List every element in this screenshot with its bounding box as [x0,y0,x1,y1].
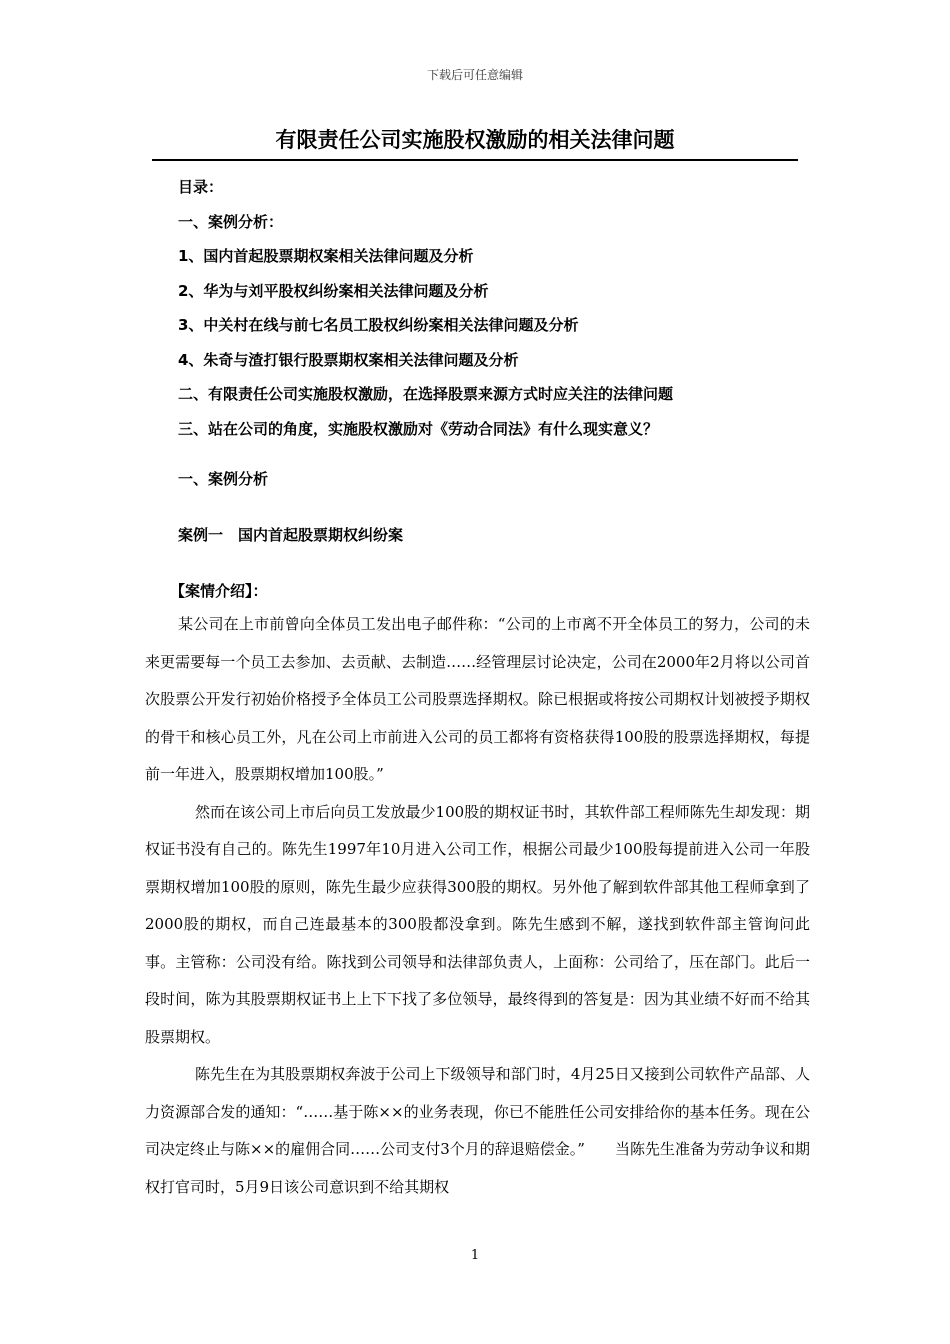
toc-item: 2、华为与刘平股权纠纷案相关法律问题及分析 [178,281,489,300]
toc-item: 1、国内首起股票期权案相关法律问题及分析 [178,247,474,265]
intro-heading: 【案情介绍】： [170,582,268,600]
title-divider [152,159,798,161]
toc-item: 3、中关村在线与前七名员工股权纠纷案相关法律问题及分析 [178,316,579,334]
case-heading: 案例一 国内首起股票期权纠纷案 [178,526,404,544]
page-number: 1 [470,1248,480,1263]
toc-item: 一、案例分析： [178,212,284,231]
paragraph: 然而在该公司上市后向员工发放最少100股的期权证书时，其软件部工程师陈先生却发现：期权证书没有自己的。陈先生1997年10月进入公司工作，根据公司最少100股每提前进入公司一年股票期权增加100股的原则，陈先生最少应获得300股的期权。另外他了解到软件部其他工程师拿到了2000股的期权，而自己连最基本的300股都没拿到。陈先生感到不解，遂找到软件部主管询问此事。主管称：公司没有给。陈找到公司领导和法律部负责人，上面称：公司给了，压在部门。此后一段时间，陈为其股票期权证书上上下下找了多位领导，最终得到的答复是：因为其业绩不好而不给其股票期权。 [145,802,810,1046]
toc-item: 二、有限责任公司实施股权激励，在选择股票来源方式时应关注的法律问题 [178,385,674,403]
table-of-contents [178,176,818,452]
toc-item: 三、站在公司的角度，实施股权激励对《劳动合同法》有什么现实意义？ [178,419,659,438]
toc-item: 4、朱奇与渣打银行股票期权案相关法律问题及分析 [178,350,519,369]
paragraph: 陈先生在为其股票期权奔波于公司上下级领导和部门时，4月25日又接到公司软件产品部、人力资源部合发的通知：“……基于陈××的业务表现，你已不能胜任公司安排给你的基本任务。现在公司决定终止与陈××的雇佣合同……公司支付3个月的辞退赔偿金。” 当陈先生准备为劳动争议和期权打官司时，5月9日该公司意识到不给其期权 [145,1065,810,1196]
body-text [145,606,810,1206]
paragraph: 某公司在上市前曾向全体员工发出电子邮件称：“公司的上市离不开全体员工的努力，公司的未来更需要每一个员工去参加、去贡献、去制造……经管理层讨论决定，公司在2000年2月将以公司首次股票公开发行初始价格授予全体员工公司股票选择期权。除已根据或将按公司期权计划被授予期权的骨干和核心员工外，凡在公司上市前进入公司的员工都将有资格获得100股的股票选择期权，每提前一年进入，股票期权增加100股。” [145,615,810,783]
toc-heading: 目录： [178,178,224,196]
section-heading: 一、案例分析 [178,470,269,488]
document-title: 有限责任公司实施股权激励的相关法律问题 [275,128,675,152]
header-note: 下载后可任意编辑 [426,68,523,82]
